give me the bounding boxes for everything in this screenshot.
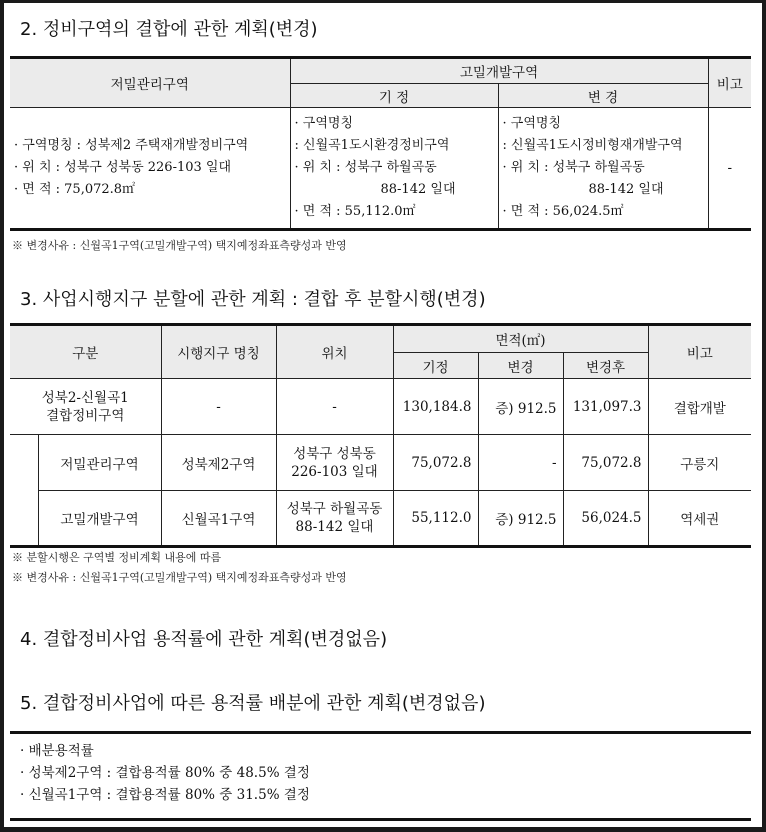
header-remarks-2: 비고 — [648, 325, 751, 379]
row-remarks: 구릉지 — [648, 435, 751, 491]
section-3-note: ※ 분할시행은 구역별 정비계획 내용에 따름 — [12, 551, 222, 564]
table-row — [10, 379, 751, 435]
header-area-change: 변경 — [478, 353, 563, 379]
allocation-line: · 배분용적률 — [20, 743, 94, 759]
row-location: - — [276, 379, 393, 435]
row-category: 고밀개발구역 — [38, 491, 161, 547]
row-location: 성북구 성북동 226-103 일대 — [276, 435, 393, 491]
header-category: 구분 — [10, 325, 161, 379]
changed-line: 88-142 일대 — [588, 182, 664, 197]
existing-line: : 신월곡1도시환경정비구역 — [294, 138, 450, 153]
changed-line: · 구역명칭 — [502, 116, 561, 131]
header-location: 위치 — [276, 325, 393, 379]
existing-line: · 구역명칭 — [294, 116, 353, 131]
section-2-title: 2. 정비구역의 결합에 관한 계획(변경) — [20, 19, 318, 40]
row-area-existing: 55,112.0 — [393, 491, 478, 547]
header-area-after: 변경후 — [563, 353, 648, 379]
row-district-name: 성북제2구역 — [161, 435, 276, 491]
allocation-line: · 성북제2구역 : 결합용적률 80% 중 48.5% 결정 — [20, 765, 310, 781]
header-changed: 변 경 — [498, 84, 708, 108]
low-zone-line: · 위 치 : 성북구 성북동 226-103 일대 — [14, 160, 232, 175]
header-low-zone: 저밀관리구역 — [10, 58, 290, 108]
header-high-zone: 고밀개발구역 — [290, 58, 708, 84]
row-category: 성북2-신월곡1 결합정비구역 — [10, 379, 161, 435]
section-5-title: 5. 결합정비사업에 따른 용적률 배분에 관한 계획(변경없음) — [20, 693, 486, 714]
changed-line: · 면 적 : 56,024.5㎡ — [502, 204, 624, 219]
header-existing: 기 정 — [290, 84, 498, 108]
row-remarks: 결합개발 — [648, 379, 751, 435]
row-area-existing: 130,184.8 — [393, 379, 478, 435]
low-zone-line: · 구역명칭 : 성북제2 주택재개발정비구역 — [14, 138, 249, 153]
indent-spacer — [10, 491, 38, 547]
section-2-note: ※ 변경사유 : 신월곡1구역(고밀개발구역) 택지예정좌표측량성과 반영 — [12, 239, 347, 252]
allocation-box — [10, 731, 751, 821]
document-page — [4, 3, 762, 827]
row-district-name: - — [161, 379, 276, 435]
changed-cell — [498, 108, 708, 230]
existing-line: · 위 치 : 성북구 하월곡동 — [294, 160, 437, 175]
district-split-table — [10, 323, 751, 548]
header-area: 면적(㎡) — [393, 325, 648, 353]
allocation-line: · 신월곡1구역 : 결합용적률 80% 중 31.5% 결정 — [20, 787, 310, 803]
row-category: 저밀관리구역 — [38, 435, 161, 491]
section-3-note: ※ 변경사유 : 신월곡1구역(고밀개발구역) 택지예정좌표측량성과 반영 — [12, 571, 347, 584]
existing-line: · 면 적 : 55,112.0㎡ — [294, 204, 416, 219]
row-area-change: 증) 912.5 — [478, 379, 563, 435]
existing-cell — [290, 108, 498, 230]
existing-line: 88-142 일대 — [380, 182, 456, 197]
row-area-after: 131,097.3 — [563, 379, 648, 435]
row-location: 성북구 하월곡동 88-142 일대 — [276, 491, 393, 547]
zone-combination-table — [10, 56, 751, 231]
changed-line: · 위 치 : 성북구 하월곡동 — [502, 160, 645, 175]
header-district-name: 시행지구 명칭 — [161, 325, 276, 379]
header-remarks: 비고 — [708, 58, 751, 108]
table-row — [10, 491, 751, 547]
table-row — [10, 435, 751, 491]
row-area-after: 56,024.5 — [563, 491, 648, 547]
header-area-existing: 기정 — [393, 353, 478, 379]
changed-line: : 신월곡1도시정비형재개발구역 — [502, 138, 683, 153]
row-district-name: 신월곡1구역 — [161, 491, 276, 547]
section-3-title: 3. 사업시행지구 분할에 관한 계획 : 결합 후 분할시행(변경) — [20, 289, 486, 310]
indent-spacer — [10, 435, 38, 491]
row-area-change: - — [478, 435, 563, 491]
row-area-change: 증) 912.5 — [478, 491, 563, 547]
row-remarks: 역세권 — [648, 491, 751, 547]
row-area-existing: 75,072.8 — [393, 435, 478, 491]
low-zone-line: · 면 적 : 75,072.8㎡ — [14, 182, 136, 197]
low-zone-cell — [10, 108, 290, 230]
section-4-title: 4. 결합정비사업 용적률에 관한 계획(변경없음) — [20, 629, 388, 650]
row-area-after: 75,072.8 — [563, 435, 648, 491]
remarks-value: - — [708, 108, 751, 230]
